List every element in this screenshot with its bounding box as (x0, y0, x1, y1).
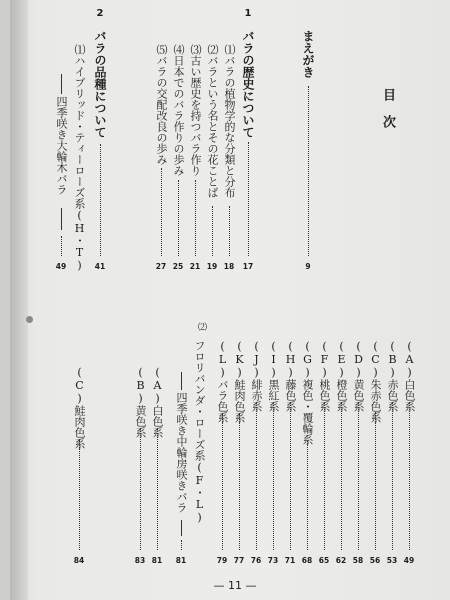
toc-page-2-1: 49 (55, 262, 67, 271)
leader-dots (79, 440, 80, 550)
toc-entry-1-5: ⑸バラの交配改良の歩み (155, 44, 168, 165)
toc-color-a-3: (C)朱赤色系 (369, 340, 382, 423)
toc-color-a-10: (J)緋赤系 (250, 340, 263, 412)
leader-dots (308, 86, 309, 256)
toc-entry-2-1: ⑴ハイブリッド・ティーローズ系(H・T) (73, 44, 86, 272)
leader-dots (248, 142, 249, 256)
toc-entry-section2: バラの品種について (93, 30, 107, 138)
sub-dash (61, 74, 62, 94)
leader-dots (392, 402, 393, 550)
leader-dots (157, 428, 158, 550)
toc-page-1-1: 18 (223, 262, 235, 271)
toc-page-1-3: 21 (189, 262, 201, 271)
leader-dots (358, 402, 359, 550)
toc-page-color-a-4: 58 (352, 556, 364, 565)
leader-dots (229, 206, 230, 256)
sub-dash (61, 208, 62, 230)
leader-dots (290, 402, 291, 550)
toc-page-color-a-8: 71 (284, 556, 296, 565)
toc-page-color-a-7: 68 (301, 556, 313, 565)
leader-dots (61, 236, 62, 256)
leader-dots (100, 144, 101, 256)
section-number-1: 1 (244, 8, 252, 19)
toc-subentry-2-2: 四季咲き中輪房咲きバラ (175, 392, 188, 513)
toc-page-color-a-6: 65 (318, 556, 330, 565)
toc-color-a-5: (E)橙色系 (335, 340, 348, 412)
sub-dash (181, 372, 182, 390)
toc-entry-1-1: ⑴バラの植物学的な分類と分布 (223, 44, 236, 198)
leader-dots (324, 402, 325, 550)
toc-page-color-b-3: 84 (73, 556, 85, 565)
leader-dots (212, 206, 213, 256)
leader-dots (140, 428, 141, 550)
leader-dots (161, 168, 162, 256)
toc-title: 目次 (380, 88, 395, 142)
toc-page-1-5: 27 (155, 262, 167, 271)
toc-page-color-b-1: 81 (151, 556, 163, 565)
toc-color-b-3: (C)鮭肉色系 (73, 366, 86, 449)
toc-page-color-a-9: 73 (267, 556, 279, 565)
toc-label-2-2: ⑵ (196, 322, 206, 331)
toc-entry-1-2: ⑵バラという名とその花ことば (206, 44, 219, 198)
toc-color-b-2: (B)黄色系 (134, 366, 147, 438)
toc-page-2-2: 81 (175, 556, 187, 565)
leader-dots (341, 402, 342, 550)
leader-dots (222, 414, 223, 550)
toc-color-a-12: (L)バラ色系 (216, 340, 229, 423)
sub-dash (181, 520, 182, 536)
toc-page-color-a-3: 56 (369, 556, 381, 565)
page-number: — 11 — (213, 579, 257, 592)
toc-color-a-2: (B)赤色系 (386, 340, 399, 412)
leader-dots (409, 402, 410, 550)
toc-color-a-4: (D)黄色系 (352, 340, 365, 412)
toc-entry-2-2: フロリバンダ・ローズ系(F・L) (193, 340, 206, 524)
toc-page-color-a-1: 49 (403, 556, 415, 565)
page-hole (26, 316, 33, 323)
toc-page-color-a-10: 76 (250, 556, 262, 565)
leader-dots (178, 180, 179, 256)
toc-page-maegaki: 9 (305, 262, 311, 271)
toc-entry-1-3: ⑶古い歴史を持つバラ作り (189, 44, 202, 176)
toc-color-a-8: (H)藤色系 (284, 340, 297, 412)
toc-color-b-1: (A)白色系 (151, 366, 164, 438)
toc-entry-maegaki: まえがき (301, 30, 315, 78)
leader-dots (195, 180, 196, 256)
leader-dots (181, 540, 182, 550)
toc-page-section1: 17 (242, 262, 254, 271)
toc-color-a-11: (K)鮭肉色系 (233, 340, 246, 423)
toc-entry-section1: バラの歴史について (241, 30, 255, 138)
leader-dots (256, 402, 257, 550)
toc-page-color-a-12: 79 (216, 556, 228, 565)
leader-dots (307, 440, 308, 550)
toc-page-1-2: 19 (206, 262, 218, 271)
toc-color-a-6: (F)桃色系 (318, 340, 331, 412)
section-number-2: 2 (96, 8, 104, 19)
page-binding (10, 0, 28, 600)
toc-color-a-9: (I)黒紅系 (267, 340, 280, 412)
toc-page-color-a-2: 53 (386, 556, 398, 565)
toc-subentry-2-1: 四季咲き大輪木バラ (55, 96, 68, 195)
book-page (10, 0, 450, 600)
toc-page-section2: 41 (94, 262, 106, 271)
toc-entry-1-4: ⑷日本でのバラ作りの歩み (172, 44, 185, 176)
toc-page-color-a-5: 62 (335, 556, 347, 565)
leader-dots (375, 412, 376, 550)
toc-page-1-4: 25 (172, 262, 184, 271)
toc-color-a-1: (A)白色系 (403, 340, 416, 412)
toc-color-a-7: (G)複色・覆輪系 (301, 340, 314, 445)
leader-dots (239, 414, 240, 550)
leader-dots (273, 402, 274, 550)
toc-page-color-b-2: 83 (134, 556, 146, 565)
toc-page-color-a-11: 77 (233, 556, 245, 565)
